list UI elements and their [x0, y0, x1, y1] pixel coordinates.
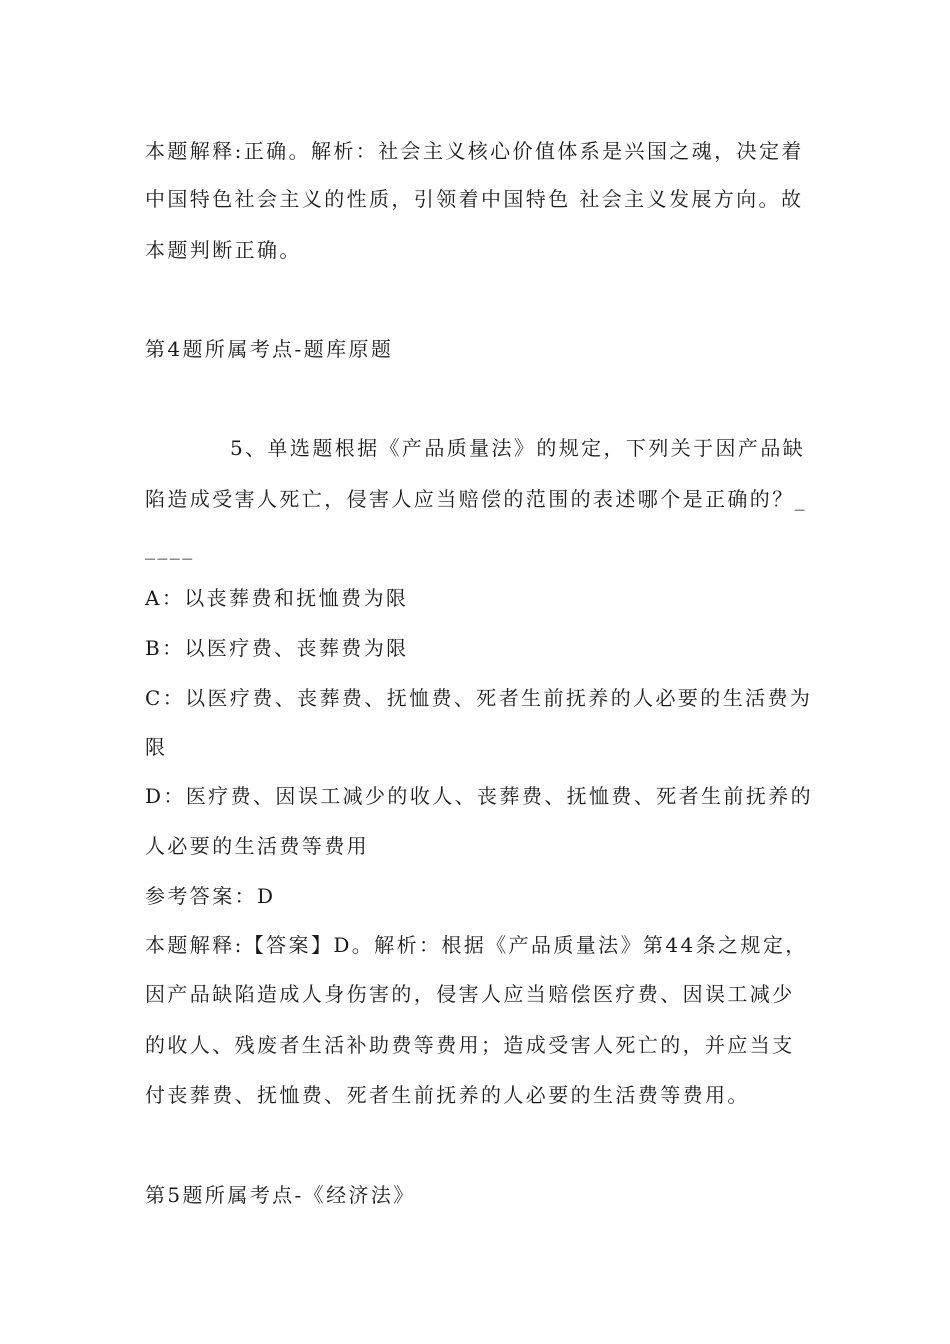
- q5-option-b: B：以医疗费、丧葬费为限: [145, 636, 409, 660]
- q5-option-c-line-2: 限: [145, 735, 168, 759]
- q5-explanation-line-3: 的收人、残废者生活补助费等费用；造成受害人死亡的，并应当支: [145, 1033, 795, 1057]
- q5-explanation-line-1: 本题解释:【答案】D。解析：根据《产品质量法》第44条之规定，: [145, 933, 808, 957]
- q4-explanation-line-3: 本题判断正确。: [145, 238, 302, 262]
- q5-reference-answer: 参考答案：D: [145, 884, 276, 908]
- q5-explanation-line-4: 付丧葬费、抚恤费、死者生前抚养的人必要的生活费等费用。: [145, 1083, 750, 1107]
- q5-option-a: A：以丧葬费和抚恤费为限: [145, 586, 409, 610]
- q4-explanation-line-1: 本题解释:正确。解析：社会主义核心价值体系是兴国之魂，决定着: [145, 139, 804, 163]
- q5-option-d-line-1: D：医疗费、因误工减少的收人、丧葬费、抚恤费、死者生前抚养的: [145, 784, 814, 808]
- q5-stem-line-2: 陷造成受害人死亡，侵害人应当赔偿的范围的表述哪个是正确的？_: [145, 487, 807, 511]
- q4-explanation-line-2: 中国特色社会主义的性质，引领着中国特色 社会主义发展方向。故: [145, 187, 804, 211]
- q4-topic: 第4题所属考点-题库原题: [145, 337, 394, 361]
- q5-option-d-line-2: 人必要的生活费等费用: [145, 834, 369, 858]
- q5-stem-blank: ____: [145, 536, 195, 560]
- q5-stem-line-1: 5、单选题根据《产品质量法》的规定，下列关于因产品缺: [230, 436, 806, 460]
- q5-topic: 第5题所属考点-《经济法》: [145, 1183, 416, 1207]
- q5-explanation-line-2: 因产品缺陷造成人身伤害的，侵害人应当赔偿医疗费、因误工减少: [145, 982, 795, 1006]
- q5-option-c-line-1: C：以医疗费、丧葬费、抚恤费、死者生前抚养的人必要的生活费为: [145, 686, 813, 710]
